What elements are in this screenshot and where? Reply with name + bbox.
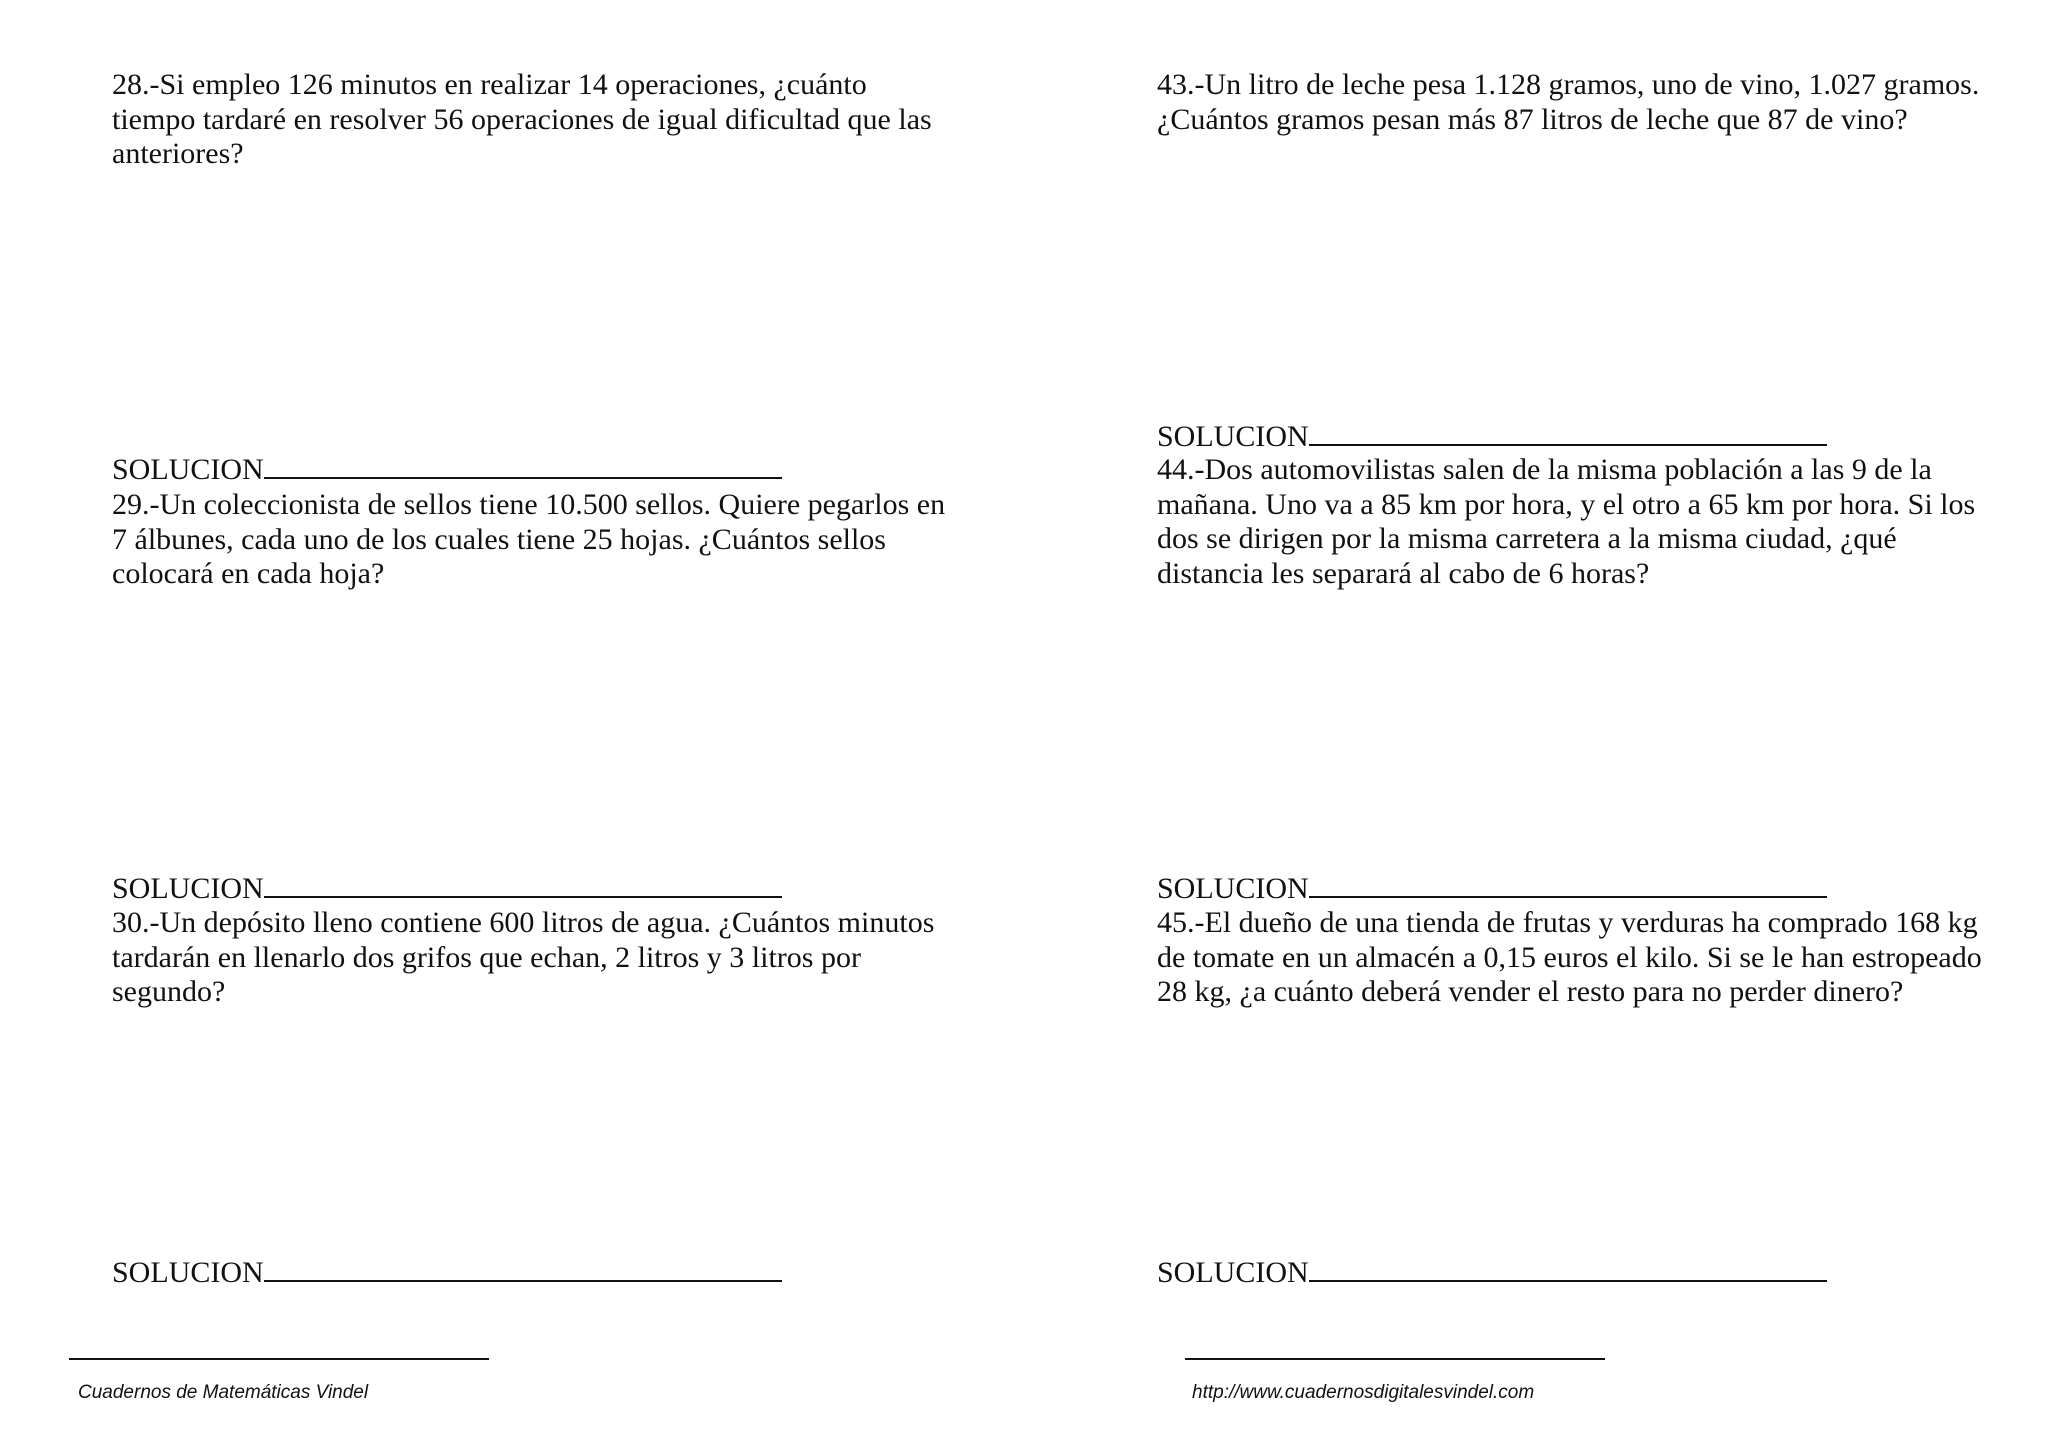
problem-45: 45.-El dueño de una tienda de frutas y verduras ha comprado 168 kg de tomate en un almacén a 0,15 euros el kilo. Si se le han estropeado 28 kg, ¿a cuánto deberá vender el resto para no perder dinero?	[1157, 906, 1982, 1008]
solution-line-44	[1157, 870, 1827, 906]
answer-blank	[264, 870, 782, 898]
solution-label: SOLUCION	[1157, 872, 1309, 905]
answer-blank	[264, 1254, 782, 1282]
answer-blank	[1309, 418, 1827, 446]
footer-rule-right	[1185, 1358, 1605, 1360]
answer-blank	[1309, 870, 1827, 898]
answer-blank	[1309, 1254, 1827, 1282]
solution-line-30	[112, 1254, 782, 1290]
solution-line-45	[1157, 1254, 1827, 1290]
problem-29: 29.-Un coleccionista de sellos tiene 10.500 sellos. Quiere pegarlos en 7 álbunes, cada uno de los cuales tiene 25 hojas. ¿Cuántos sellos colocará en cada hoja?	[112, 488, 946, 590]
footer-left-text: Cuadernos de Matemáticas Vindel	[78, 1382, 369, 1403]
problem-43: 43.-Un litro de leche pesa 1.128 gramos, uno de vino, 1.027 gramos. ¿Cuántos gramos pesan más 87 litros de leche que 87 de vino?	[1157, 68, 1980, 136]
answer-blank	[264, 451, 782, 479]
solution-label: SOLUCION	[1157, 420, 1309, 453]
solution-line-43	[1157, 418, 1827, 454]
solution-label: SOLUCION	[1157, 1256, 1309, 1289]
problem-30: 30.-Un depósito lleno contiene 600 litros de agua. ¿Cuántos minutos tardarán en llenarlo dos grifos que echan, 2 litros y 3 litros por segundo?	[112, 906, 935, 1008]
solution-label: SOLUCION	[112, 453, 264, 486]
solution-label: SOLUCION	[112, 872, 264, 905]
footer-url[interactable]: http://www.cuadernosdigitalesvindel.com	[1192, 1382, 1535, 1403]
problem-28: 28.-Si empleo 126 minutos en realizar 14 operaciones, ¿cuánto tiempo tardaré en resolver 56 operaciones de igual dificultad que las anteriores?	[112, 68, 932, 170]
solution-label: SOLUCION	[112, 1256, 264, 1289]
solution-line-28	[112, 451, 782, 487]
footer-rule-left	[69, 1358, 489, 1360]
problem-44: 44.-Dos automovilistas salen de la misma población a las 9 de la mañana. Uno va a 85 km por hora, y el otro a 65 km por hora. Si los dos se dirigen por la misma carretera a la misma ciudad, ¿qué distancia les separará al cabo de 6 horas?	[1157, 453, 1976, 590]
solution-line-29	[112, 870, 782, 906]
